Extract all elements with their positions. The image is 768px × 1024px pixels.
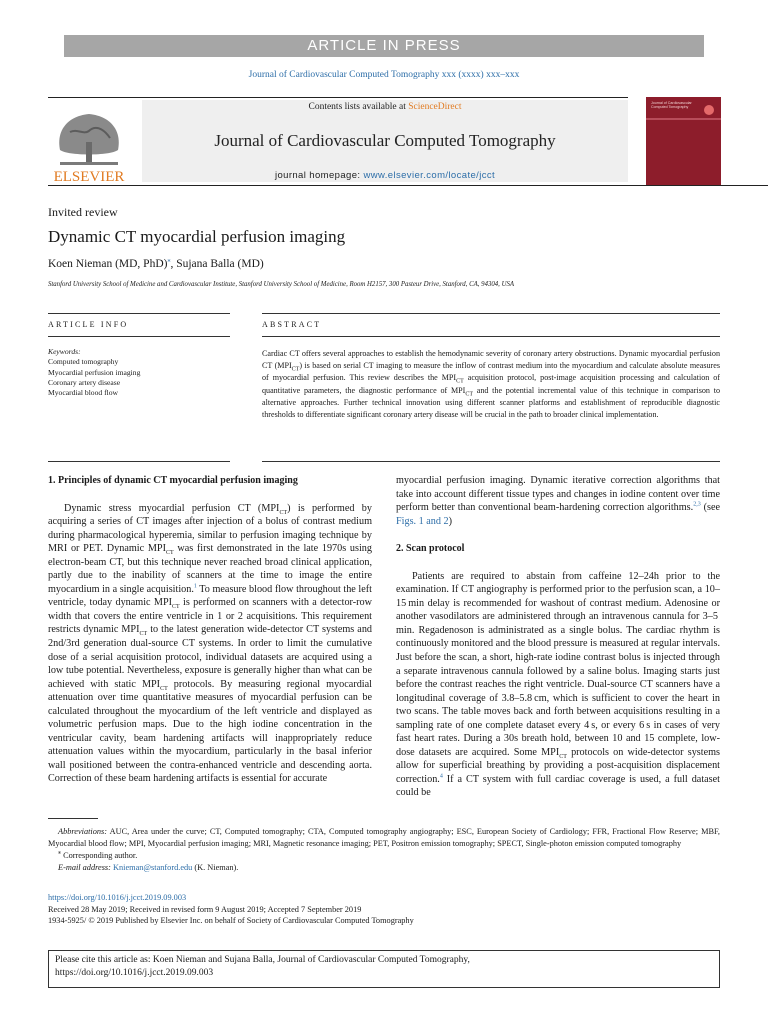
body-text: To measure blood flow throughout the left ventricle, today dynamic MPI [48,583,372,609]
right-column [396,474,720,800]
body-text: myocardial perfusion imaging. Dynamic iterative correction algorithms that take into account different tissue types and changes in iodine content over time perform better than conventional beam-hardening correction algorithms. [396,475,720,514]
body-text: protocols. By measuring regional myocardial attenuation over time quantitative measures of myocardial perfusion can be calculated throughout the myocardium of the left ventricle and displayed as volumetric perfusion maps. Due to the high iodine concentration in the ventricular cavity, beam hardening artifacts will inappropriately reduce attenuation values within the myocardium, particularly in the basal inferior wall positioned between the contra-enhanced ventricle and descending aorta. Correction of these beam hardening artifacts is essential for accurate [48,678,372,785]
contents-prefix: Contents lists available at [308,102,409,112]
body-text: Dynamic stress myocardial perfusion CT (MPI [64,502,280,514]
copyright: 1934-5925/ © 2019 Published by Elsevier Inc. on behalf of Society of Cardiovascular Computed Tomography [48,916,414,926]
cover-emblem-icon [704,105,714,115]
abbreviations-label: Abbreviations: [58,827,108,836]
journal-homepage-line [142,170,628,181]
keyword-item: Myocardial perfusion imaging [48,367,141,377]
author-list [48,258,264,270]
divider [48,336,230,337]
abstract-text [262,348,720,421]
keyword-item: Coronary artery disease [48,377,121,387]
divider [262,461,720,462]
subscript: CT [559,753,567,760]
subscript: CT [456,379,464,386]
received-dates: Received 28 May 2019; Received in revised form 9 August 2019; Accepted 7 September 2019 [48,904,362,914]
body-text: Patients are required to abstain from caffeine 12–24h prior to the examination. If CT angiography is performed prior to the perfusion scan, a 10–15 min delay is recommended for washout of contrast medium. Adenosine or another vasodilators are administered through an intravenous cannula for 3–5 min. Regadenoson is administrated as a single bolus. The cardiac rhythm is continuously monitored and the blood pressure is measured at regular intervals. Just before the scan, a short, high-rate iodine contrast bolus is injected through a separate intravenous cannula followed by a saline bolus. Imaging starts just before the contrast reaches the right ventricle. Dual-source CT scanners have a longitudinal coverage of 3.8–5.8 cm, which is sufficient to cover the heart in two scans. The table moves back and forth between acquisitions resulting in a sampling rate of one complete dataset every 4 s, or every 6 s in cases of very fast heart rates. During a 30s breath hold, between 10 and 15 complete, low-dose datasets are acquired. Some MPI [396,570,720,758]
sciencedirect-link[interactable]: ScienceDirect [408,102,462,112]
body-text: was first demonstrated in the late 1970s using electron-beam CT, but this technique never reached broad clinical application, partly due to the inability of scanners at the time to image the entire myocardium in a single acquisition. [48,543,372,595]
subscript: CT [291,366,300,373]
article-footer [48,892,720,927]
cover-band [646,118,721,120]
section-heading: 1. Principles of dynamic CT myocardial perfusion imaging [48,475,298,486]
article-type: Invited review [48,205,118,219]
figure-link[interactable]: Figs. 1 and 2 [396,515,449,527]
body-text: to the latest generation wide-detector CT systems and 2nd/3rd generation dual-source CT systems. In order to limit the cumulative dose of a serial acquisition protocol, individual datasets are acquired using a low tube potential. Nevertheless, exposure is generally higher than what can be achieved with static MPI [48,624,373,690]
body-text: is performed on scanners with a detector-row width that covers the entire ventricle in 1 or 2 acquisitions. This requirement restricts dynamic MPI [48,597,372,636]
body-text: (see [700,502,720,514]
contents-available-line [142,102,628,112]
email-link[interactable]: Knieman@stanford.edu [113,863,193,872]
doi-link[interactable]: https://doi.org/10.1016/j.jcct.2019.09.003 [48,893,187,902]
subscript: CT [160,685,168,692]
left-column [48,474,372,786]
footnote-rule [48,818,98,819]
journal-header [48,97,628,185]
article-title: Dynamic CT myocardial perfusion imaging [48,227,346,246]
abstract-text-part: Cardiac CT offers several approaches to establish the hemodynamic severity of coronary artery obstructions. Dynamic myocardial perfusion CT (MPI [262,349,720,371]
corresponding-author-mark[interactable]: ⁎ [167,258,171,265]
divider [262,336,720,337]
reference-link[interactable]: 2,3 [693,501,701,508]
email-note [48,862,720,874]
journal-cover-thumbnail [646,97,721,185]
divider [48,313,230,314]
article-in-press-banner: ARTICLE IN PRESS [64,35,704,57]
header-bottom-rule [48,185,768,186]
subscript: CT [465,391,474,398]
author-name: Sujana Balla (MD) [176,258,264,270]
abstract-heading: ABSTRACT [262,320,322,329]
citation-doi[interactable]: https://doi.org/10.1016/j.jcct.2019.09.003 [55,967,214,978]
reference-link[interactable]: 4 [439,773,443,780]
homepage-link[interactable]: www.elsevier.com/locate/jcct [363,170,496,181]
header-top-rule [48,97,628,98]
divider [262,313,720,314]
divider [48,461,230,462]
body-paragraph [396,474,720,528]
subscript: CT [279,509,288,516]
abstract-text-part: and the potential incremental value of this technique in comparison to alternative approaches. Further technical innovation using different scanner platforms and establishment of reproducible diagnostic thresholds to differentiate significant coronary artery disease will be crucial in the path to broader clinical implementation. [262,385,720,420]
footnotes [48,826,720,874]
corresponding-text: Corresponding author. [61,851,138,860]
subscript: CT [165,550,174,557]
elsevier-wordmark: ELSEVIER [53,169,125,184]
journal-title: Journal of Cardiovascular Computed Tomography [214,131,556,150]
citation-box [48,950,720,988]
keywords-block [48,347,228,398]
subscript: CT [139,631,148,638]
keyword-item: Computed tomography [48,357,119,367]
corresponding-mark: ⁎ [58,850,61,857]
abstract-text-part: ) is based on serial CT imaging to measure the inflow of contrast medium into the myocardium and calculate absolute measures of myocardial perfusion. This review describes the MPI [262,361,720,383]
keyword-item: Myocardial blood flow [48,388,119,398]
corresponding-note [48,850,720,862]
body-text: ) [448,515,453,527]
journal-reference-link[interactable]: Journal of Cardiovascular Computed Tomography xxx (xxxx) xxx–xxx [248,70,520,80]
body-paragraph [48,502,372,786]
author-name: Koen Nieman (MD, PhD) [48,258,168,270]
cover-title: Journal of Cardiovascular Computed Tomography [651,101,692,110]
abbreviations-note [48,826,720,850]
abstract-text-part: acquisition protocol, post-image acquisition processing and calculation of quantitative parameters, the diagnostic performance of MPI [262,373,720,395]
section-heading: 2. Scan protocol [396,543,465,555]
homepage-prefix: journal homepage: [274,170,364,181]
keywords-label: Keywords: [48,347,81,356]
email-label: E-mail address: [58,863,113,872]
author-separator: , [170,258,177,270]
article-info-heading: ARTICLE INFO [48,320,129,329]
body-paragraph [396,570,720,800]
citation-line: Please cite this article as: Koen Nieman and Sujana Balla, Journal of Cardiovascular Computed Tomography, [55,955,470,965]
reference-link[interactable]: 1 [193,583,197,590]
affiliation: Stanford University School of Medicine and Cardiovascular Institute, Stanford University School of Medicine, Room H2157, 300 Pasteur Drive, Stanford, CA, 94304, USA [48,281,515,288]
body-text: ) is performed by acquiring a series of CT images after injection of a bolus of contrast medium during pharmacological hyperemia, similar to perfusion imaging technique by MRI or PET. Dynamic MPI [48,502,372,555]
abbreviations-text: AUC, Area under the curve; CT, Computed tomography; CTA, Computed tomography angiography; ESC, European Society of Cardiology; FFR, Fractional Flow Reserve; MBF, Myocardial blood flow; MPI, Myocardial perfusion imaging; MRI, Magnetic resonance imaging; PET, Positron emission tomography; SPECT, Single-photon emission computed tomography [48,827,720,848]
subscript: CT [172,604,180,611]
body-text: protocols on wide-detector systems allow for superficial breathing by providing a post-acquisition displacement correction. [396,746,720,785]
body-text: If a CT system with full cardiac coverage is used, a full dataset could be [396,773,720,799]
elsevier-logo [48,102,130,184]
email-suffix: (K. Nieman). [192,863,239,872]
